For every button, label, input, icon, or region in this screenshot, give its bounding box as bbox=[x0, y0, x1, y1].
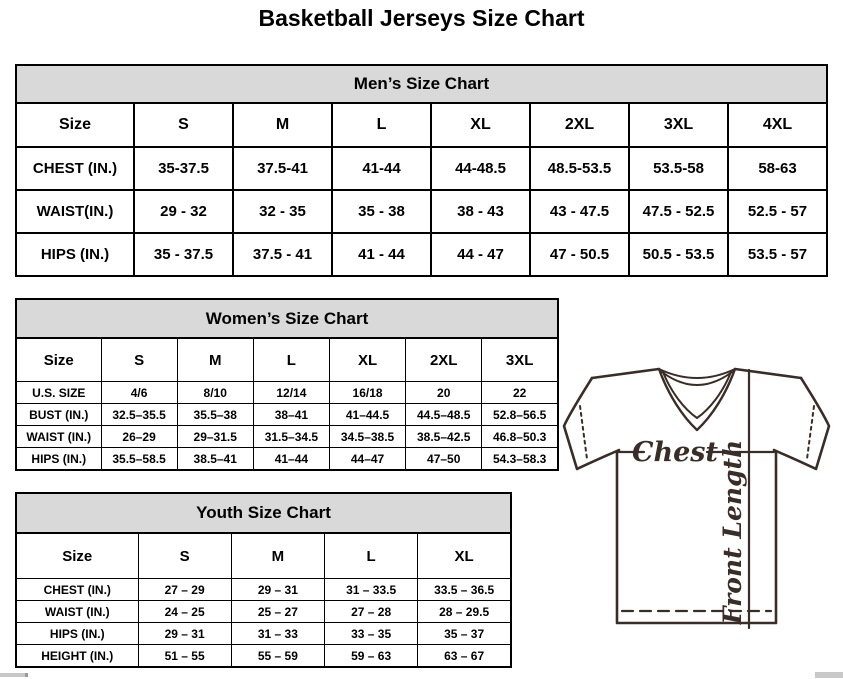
row-label: WAIST (IN.) bbox=[16, 426, 101, 448]
womens-size-table bbox=[15, 298, 559, 471]
column-header-2xl: 2XL bbox=[530, 103, 629, 147]
cell-value: 29 – 31 bbox=[138, 623, 231, 645]
cell-value: 38.5–41 bbox=[177, 448, 253, 471]
jersey-shoulder-lines bbox=[592, 369, 801, 378]
cell-value: 29–31.5 bbox=[177, 426, 253, 448]
cell-value: 27 – 28 bbox=[325, 601, 418, 623]
table-title-row bbox=[16, 299, 558, 338]
cell-value: 35 - 37.5 bbox=[134, 233, 233, 276]
cell-value: 16/18 bbox=[329, 382, 405, 404]
cell-value: 41-44 bbox=[332, 147, 431, 190]
cell-value: 37.5-41 bbox=[233, 147, 332, 190]
row-label: WAIST (IN.) bbox=[16, 601, 138, 623]
cell-value: 8/10 bbox=[177, 382, 253, 404]
cell-value: 35.5–58.5 bbox=[101, 448, 177, 471]
cell-value: 41 - 44 bbox=[332, 233, 431, 276]
table-title: Men’s Size Chart bbox=[16, 65, 827, 103]
column-header-size: Size bbox=[16, 338, 101, 382]
youth-size-table-grid bbox=[15, 492, 512, 668]
cell-value: 26–29 bbox=[101, 426, 177, 448]
row-label: WAIST(IN.) bbox=[16, 190, 134, 233]
cell-value: 32 - 35 bbox=[233, 190, 332, 233]
table-row bbox=[16, 426, 558, 448]
cell-value: 53.5-58 bbox=[629, 147, 728, 190]
cell-value: 47 - 50.5 bbox=[530, 233, 629, 276]
chest-measure-label: Chest bbox=[632, 437, 718, 468]
column-header-l: L bbox=[325, 533, 418, 579]
row-label: HEIGHT (IN.) bbox=[16, 645, 138, 668]
cell-value: 44-48.5 bbox=[431, 147, 530, 190]
cell-value: 44 - 47 bbox=[431, 233, 530, 276]
jersey-measurement-diagram bbox=[560, 362, 834, 642]
column-header-s: S bbox=[134, 103, 233, 147]
table-title: Youth Size Chart bbox=[16, 493, 511, 533]
cell-value: 20 bbox=[406, 382, 482, 404]
table-header-row bbox=[16, 533, 511, 579]
table-row bbox=[16, 190, 827, 233]
column-header-4xl: 4XL bbox=[728, 103, 827, 147]
mens-size-table bbox=[15, 64, 828, 277]
cell-value: 47.5 - 52.5 bbox=[629, 190, 728, 233]
column-header-l: L bbox=[332, 103, 431, 147]
jersey-collar-arcs bbox=[659, 369, 735, 385]
cell-value: 44.5–48.5 bbox=[406, 404, 482, 426]
horizontal-scrollbar-left-fragment[interactable] bbox=[0, 673, 28, 677]
cell-value: 31.5–34.5 bbox=[253, 426, 329, 448]
cell-value: 12/14 bbox=[253, 382, 329, 404]
table-row bbox=[16, 382, 558, 404]
cell-value: 32.5–35.5 bbox=[101, 404, 177, 426]
row-label: BUST (IN.) bbox=[16, 404, 101, 426]
column-header-size: Size bbox=[16, 533, 138, 579]
cell-value: 41–44 bbox=[253, 448, 329, 471]
page-title: Basketball Jerseys Size Chart bbox=[258, 5, 585, 31]
cell-value: 53.5 - 57 bbox=[728, 233, 827, 276]
column-header-size: Size bbox=[16, 103, 134, 147]
cell-value: 35-37.5 bbox=[134, 147, 233, 190]
table-row bbox=[16, 147, 827, 190]
youth-size-table bbox=[15, 492, 512, 668]
table-row bbox=[16, 601, 511, 623]
cell-value: 52.8–56.5 bbox=[482, 404, 558, 426]
row-label: HIPS (IN.) bbox=[16, 233, 134, 276]
row-label: U.S. SIZE bbox=[16, 382, 101, 404]
table-row bbox=[16, 645, 511, 668]
cell-value: 29 – 31 bbox=[231, 579, 324, 601]
cell-value: 28 – 29.5 bbox=[418, 601, 511, 623]
table-row bbox=[16, 233, 827, 276]
table-row bbox=[16, 448, 558, 471]
column-header-s: S bbox=[101, 338, 177, 382]
horizontal-scrollbar-right-fragment[interactable] bbox=[815, 672, 843, 678]
womens-size-table-grid bbox=[15, 298, 559, 471]
column-header-2xl: 2XL bbox=[406, 338, 482, 382]
column-header-xl: XL bbox=[431, 103, 530, 147]
cell-value: 35 - 38 bbox=[332, 190, 431, 233]
cell-value: 52.5 - 57 bbox=[728, 190, 827, 233]
cell-value: 33 – 35 bbox=[325, 623, 418, 645]
cell-value: 51 – 55 bbox=[138, 645, 231, 668]
column-header-xl: XL bbox=[418, 533, 511, 579]
jersey-outline bbox=[564, 378, 829, 623]
column-header-xl: XL bbox=[329, 338, 405, 382]
table-title-row bbox=[16, 493, 511, 533]
cell-value: 29 - 32 bbox=[134, 190, 233, 233]
cell-value: 35.5–38 bbox=[177, 404, 253, 426]
cell-value: 34.5–38.5 bbox=[329, 426, 405, 448]
cell-value: 25 – 27 bbox=[231, 601, 324, 623]
table-row bbox=[16, 579, 511, 601]
cell-value: 31 – 33.5 bbox=[325, 579, 418, 601]
row-label: HIPS (IN.) bbox=[16, 448, 101, 471]
cell-value: 33.5 – 36.5 bbox=[418, 579, 511, 601]
column-header-s: S bbox=[138, 533, 231, 579]
cell-value: 50.5 - 53.5 bbox=[629, 233, 728, 276]
table-header-row bbox=[16, 103, 827, 147]
cell-value: 44–47 bbox=[329, 448, 405, 471]
cell-value: 4/6 bbox=[101, 382, 177, 404]
table-row bbox=[16, 404, 558, 426]
cell-value: 55 – 59 bbox=[231, 645, 324, 668]
cell-value: 38 - 43 bbox=[431, 190, 530, 233]
cell-value: 22 bbox=[482, 382, 558, 404]
cell-value: 24 – 25 bbox=[138, 601, 231, 623]
cell-value: 35 – 37 bbox=[418, 623, 511, 645]
column-header-m: M bbox=[233, 103, 332, 147]
table-title: Women’s Size Chart bbox=[16, 299, 558, 338]
cell-value: 43 - 47.5 bbox=[530, 190, 629, 233]
cell-value: 63 – 67 bbox=[418, 645, 511, 668]
column-header-m: M bbox=[177, 338, 253, 382]
table-title-row bbox=[16, 65, 827, 103]
column-header-3xl: 3XL bbox=[482, 338, 558, 382]
cell-value: 41–44.5 bbox=[329, 404, 405, 426]
row-label: HIPS (IN.) bbox=[16, 623, 138, 645]
cell-value: 47–50 bbox=[406, 448, 482, 471]
front-length-measure-label: Front Length bbox=[718, 439, 747, 625]
row-label: CHEST (IN.) bbox=[16, 147, 134, 190]
column-header-m: M bbox=[231, 533, 324, 579]
column-header-3xl: 3XL bbox=[629, 103, 728, 147]
table-row bbox=[16, 623, 511, 645]
cell-value: 54.3–58.3 bbox=[482, 448, 558, 471]
cell-value: 38.5–42.5 bbox=[406, 426, 482, 448]
cell-value: 27 – 29 bbox=[138, 579, 231, 601]
cell-value: 46.8–50.3 bbox=[482, 426, 558, 448]
cell-value: 58-63 bbox=[728, 147, 827, 190]
row-label: CHEST (IN.) bbox=[16, 579, 138, 601]
cell-value: 59 – 63 bbox=[325, 645, 418, 668]
cell-value: 48.5-53.5 bbox=[530, 147, 629, 190]
cell-value: 37.5 - 41 bbox=[233, 233, 332, 276]
cell-value: 31 – 33 bbox=[231, 623, 324, 645]
column-header-l: L bbox=[253, 338, 329, 382]
cell-value: 38–41 bbox=[253, 404, 329, 426]
mens-size-table-grid bbox=[15, 64, 828, 277]
table-header-row bbox=[16, 338, 558, 382]
